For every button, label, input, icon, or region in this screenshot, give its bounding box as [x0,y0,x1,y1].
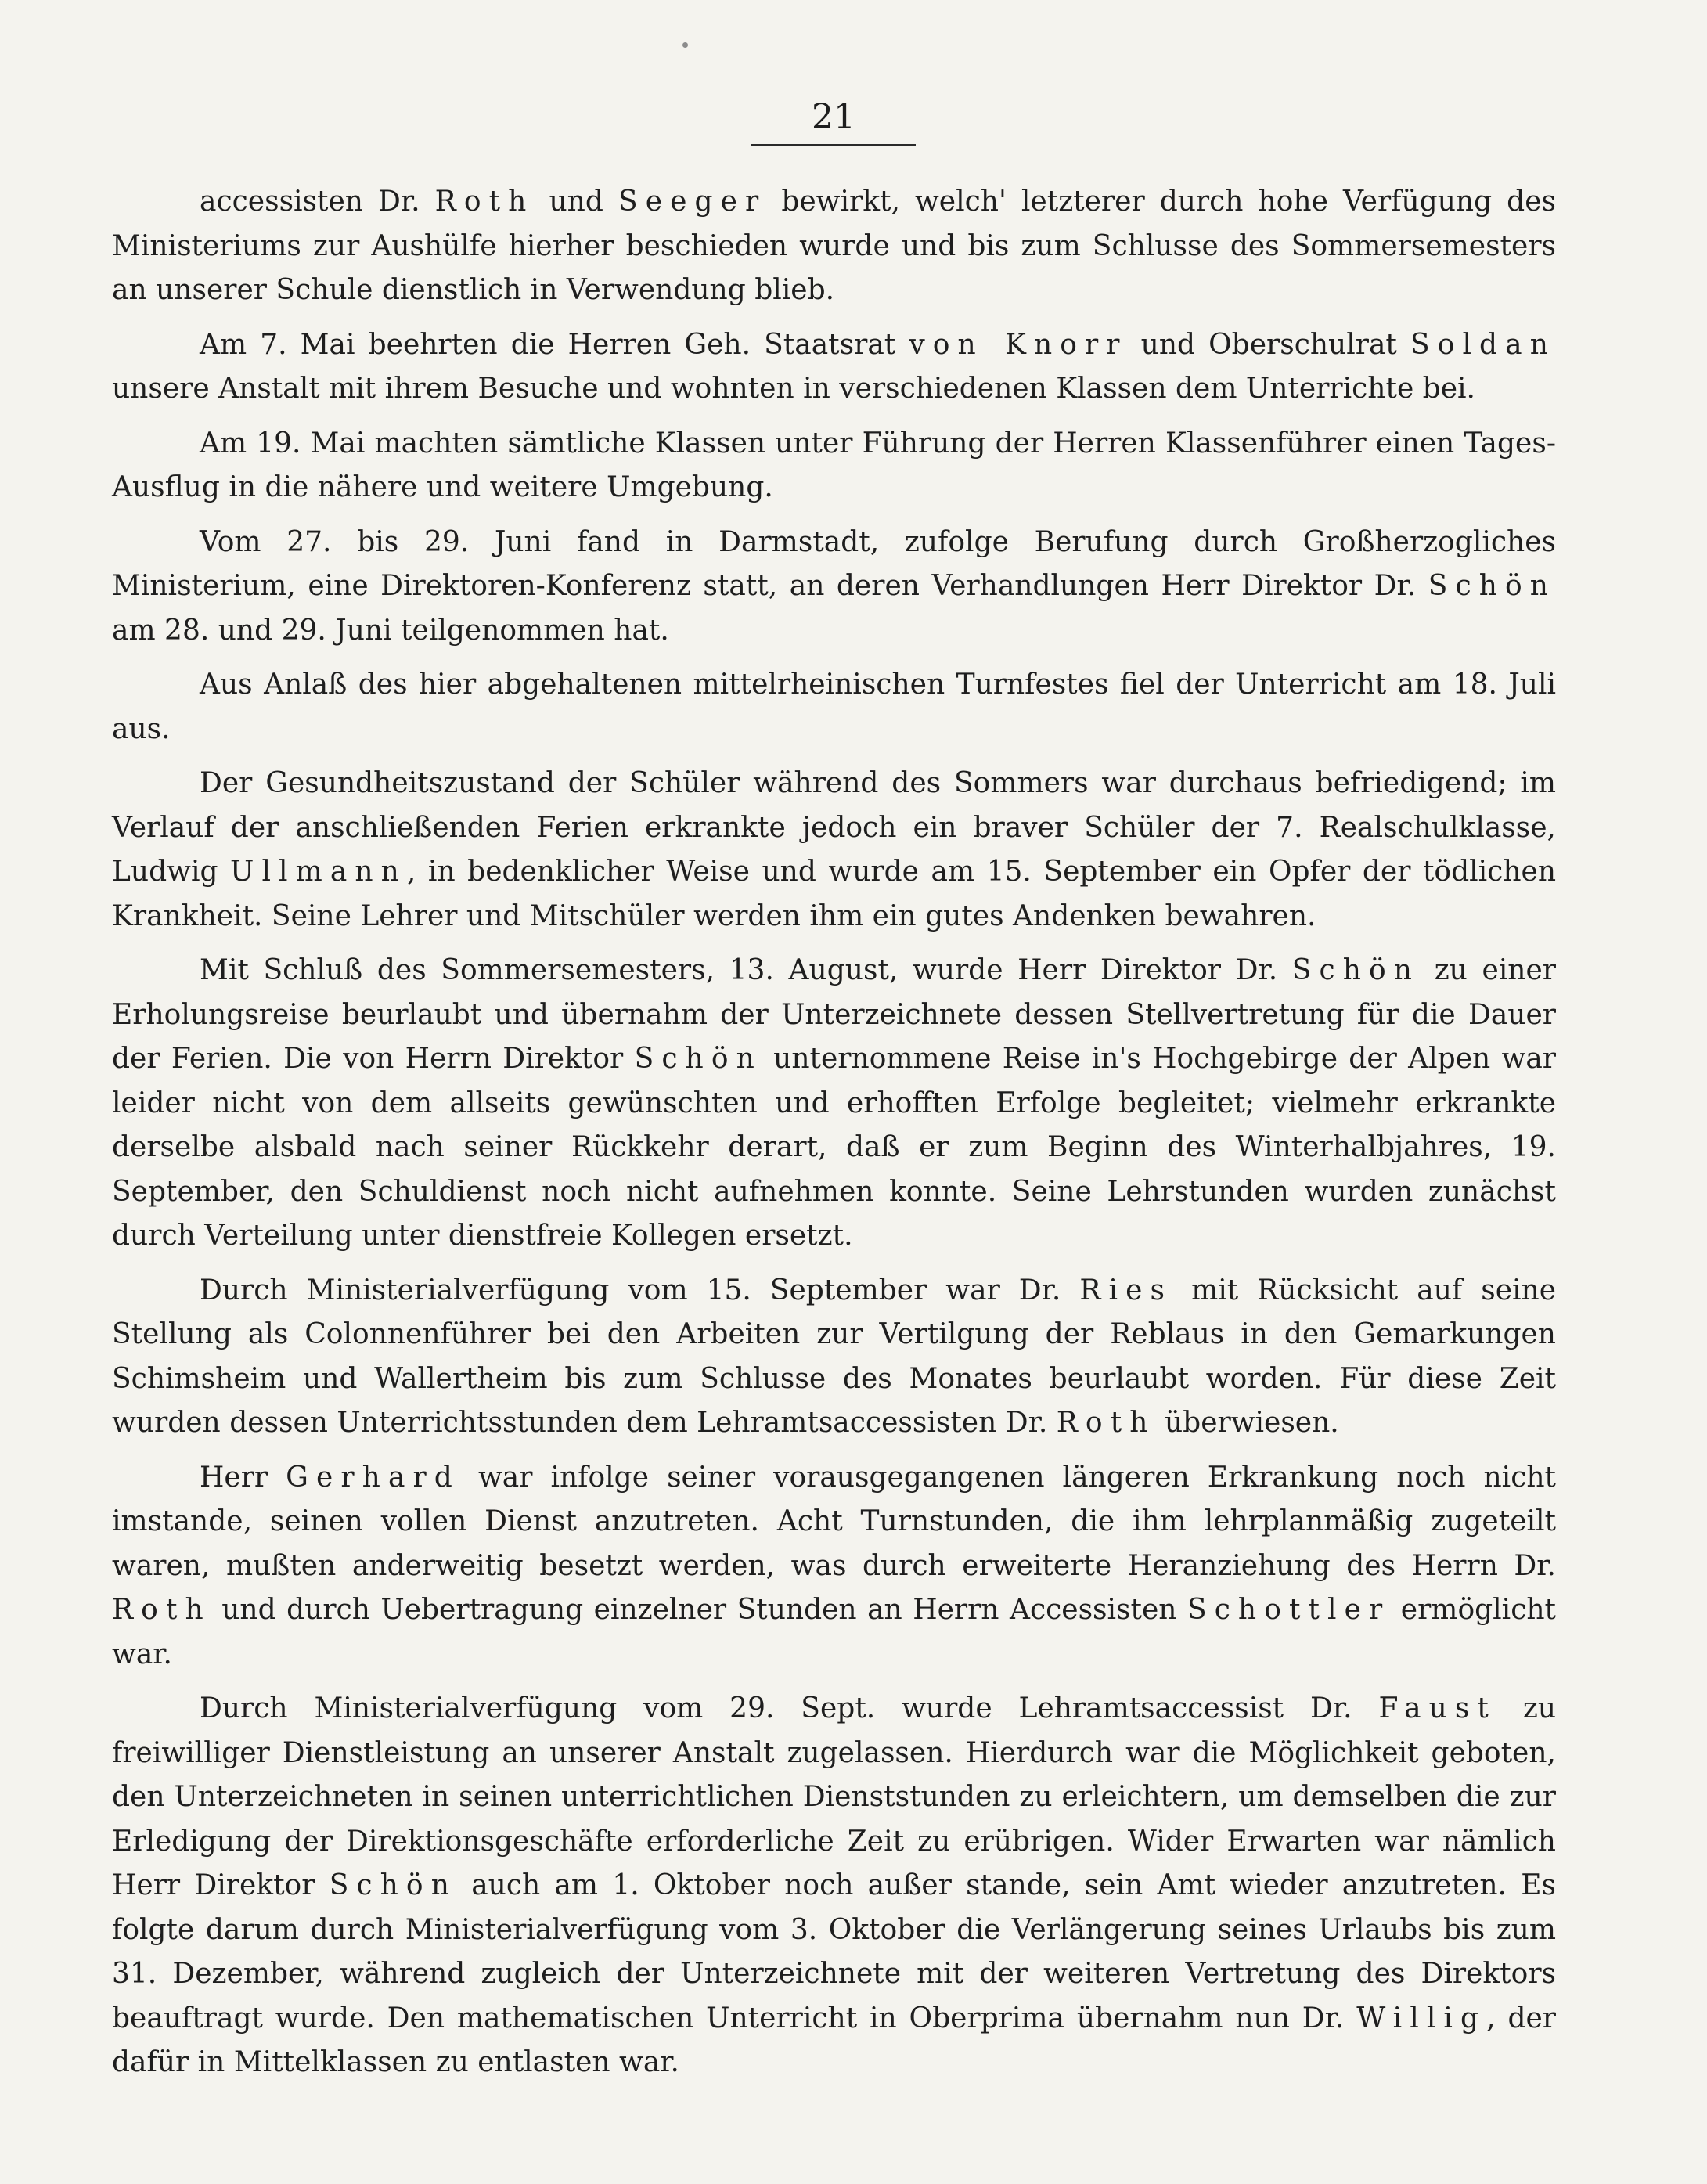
person-name-faust: Faust [1378,1692,1496,1724]
person-name-ries: Ries [1079,1274,1173,1306]
text-segment: , in bedenklicher Weise und wurde am 15. September ein Opfer der tödlichen Krankheit. Seine Lehrer und Mitschüler werden ihm ein gutes Andenken bewahren. [112,856,1557,932]
text-segment: am 28. und 29. Juni teilgenommen hat. [112,614,669,647]
text-segment: Vom 27. bis 29. Juni fand in Darmstadt, zufolge Berufung durch Großherzogliches Ministerium, eine Direktoren-Konferenz statt, an deren Verhandlungen Herr Direktor Dr. [112,525,1556,602]
text-segment: Durch Ministerialverfügung vom 15. September war Dr. [200,1274,1080,1306]
text-segment: überwiesen. [1155,1407,1339,1439]
text-segment: accessisten Dr. [200,186,435,218]
person-name-schoen: Schön [634,1043,762,1075]
person-name-schottler: Schottler [1187,1594,1391,1626]
text-segment: unternommene Reise in's Hochgebirge der Alpen war leider nicht von dem allseits gewünschten und erhofften Erfolge begleitet; vielmehr erkrankte derselbe alsbald nach seiner Rückkehr derart, daß er zum Beginn des Winterhalbjahres, 19. September, den Schuldienst noch nicht aufnehmen konnte. Seine Lehrstunden wurden zunächst durch Verteilung unter dienstfreie Kollegen ersetzt. [112,1043,1556,1252]
paragraph-faust-service [112,1687,1556,2085]
text-segment: , der dafür in Mittelklassen zu entlasten war. [112,2002,1556,2078]
paragraph-inspection-visit [112,323,1556,412]
text-segment: bewirkt, welch' letzterer durch hohe Verfügung des Ministeriums zur Aushülfe hierher beschieden wurde und bis zum Schlusse des Sommersemesters an unserer Schule dienstlich in Verwendung blieb. [112,186,1556,306]
person-name-roth: Roth [434,186,535,218]
page-number-rule [751,144,916,146]
text-segment: Aus Anlaß des hier abgehaltenen mittelrheinischen Turnfestes fiel der Unterricht am 18. Juli aus. [112,669,1556,745]
text-segment: und [534,186,618,218]
text-segment: Mit Schluß des Sommersemesters, 13. August, wurde Herr Direktor Dr. [200,954,1292,986]
person-name-gerhard: Gerhard [286,1461,460,1494]
person-name-schoen: Schön [1291,954,1421,986]
text-segment: Am 19. Mai machten sämtliche Klassen unter Führung der Herren Klassenführer einen Tages-Ausflug in die nähere und weitere Umgebung. [112,427,1556,503]
person-name-roth: Roth [112,1594,211,1626]
text-segment: Durch Ministerialverfügung vom 29. Sept. wurde Lehramtsaccessist Dr. [200,1692,1379,1724]
text-segment: zu einer Erholungsreise beurlaubt und übernahm der Unterzeichnete dessen Stellvertretung für die Dauer der Ferien. Die von Herrn Direktor [112,954,1556,1075]
paragraph-health [112,762,1556,939]
text-segment: und Oberschulrat [1127,328,1410,361]
text-segment: mit Rücksicht auf seine Stellung als Colonnenführer bei den Arbeiten zur Vertilgung der Reblaus in den Gemarkungen Schimsheim und Wallertheim bis zum Schlusse des Monates beurlaubt worden. Für diese Zeit wurden dessen Unterrichtsstunden dem Lehramtsaccessisten Dr. [112,1274,1557,1439]
paragraph-reblaus-leave [112,1269,1556,1446]
text-segment: Herr [200,1461,286,1494]
text-segment: Der Gesundheitszustand der Schüler während des Sommers war durchaus befriedigend; im Verlauf der anschließenden Ferien erkrankte jedoch ein braver Schüler der 7. Realschulklasse, Ludwig [112,767,1556,888]
text-segment: unsere Anstalt mit ihrem Besuche und wohnten in verschiedenen Klassen dem Unterrichte bei. [112,373,1475,405]
body-text [112,180,1556,2096]
person-name-soldan: Soldan [1410,328,1556,361]
text-segment: und durch Uebertragung einzelner Stunden an Herrn Accessisten [211,1594,1187,1626]
text-segment: zu freiwilliger Dienstleistung an unserer Anstalt zugelassen. Hierdurch war die Möglichkeit geboten, den Unterzeichneten in seinen unterrichtlichen Dienststunden zu erleichtern, um demselben die zur Erledigung der Direktionsgeschäfte erforderliche Zeit zu erübrigen. Wider Erwarten war nämlich Herr Direktor [112,1692,1557,1901]
text-segment: auch am 1. Oktober noch außer stande, sein Amt wieder anzutreten. Es folgte darum durch Ministerialverfügung vom 3. Oktober die Verlängerung seines Urlaubs bis zum 31. Dezember, während zugleich der Unterzeichnete mit der weiteren Vertretung des Direktors beauftragt wurde. Den mathematischen Unterricht in Oberprima übernahm nun Dr. [112,1869,1557,2034]
person-name-von-knorr: von Knorr [909,328,1128,361]
person-name-ullmann: Ullmann [230,856,407,888]
paragraph-turnfest [112,663,1556,751]
text-segment: war infolge seiner vorausgegangenen längeren Erkrankung noch nicht imstande, seinen vollen Dienst anzutreten. Acht Turnstunden, die ihm lehrplanmäßig zugeteilt waren, mußten anderweitig besetzt werden, was durch erweiterte Heranziehung des Herrn Dr. [112,1461,1557,1582]
ink-speck [682,42,688,48]
text-segment: ermöglicht war. [112,1594,1557,1670]
person-name-willig: Willig [1356,2002,1487,2034]
paragraph-director-leave [112,949,1556,1259]
person-name-schoen: Schön [329,1869,457,1901]
person-name-roth: Roth [1056,1407,1156,1439]
person-name-schoen: Schön [1428,570,1556,602]
page-number: 21 [812,97,855,137]
paragraph-directors-conference [112,521,1556,654]
paragraph-day-excursion [112,422,1556,510]
paragraph-staff-aushuelfe [112,180,1556,313]
person-name-seeger: Seeger [618,186,767,218]
text-segment: Am 7. Mai beehrten die Herren Geh. Staatsrat [200,328,909,361]
paragraph-gerhard-illness [112,1456,1556,1678]
